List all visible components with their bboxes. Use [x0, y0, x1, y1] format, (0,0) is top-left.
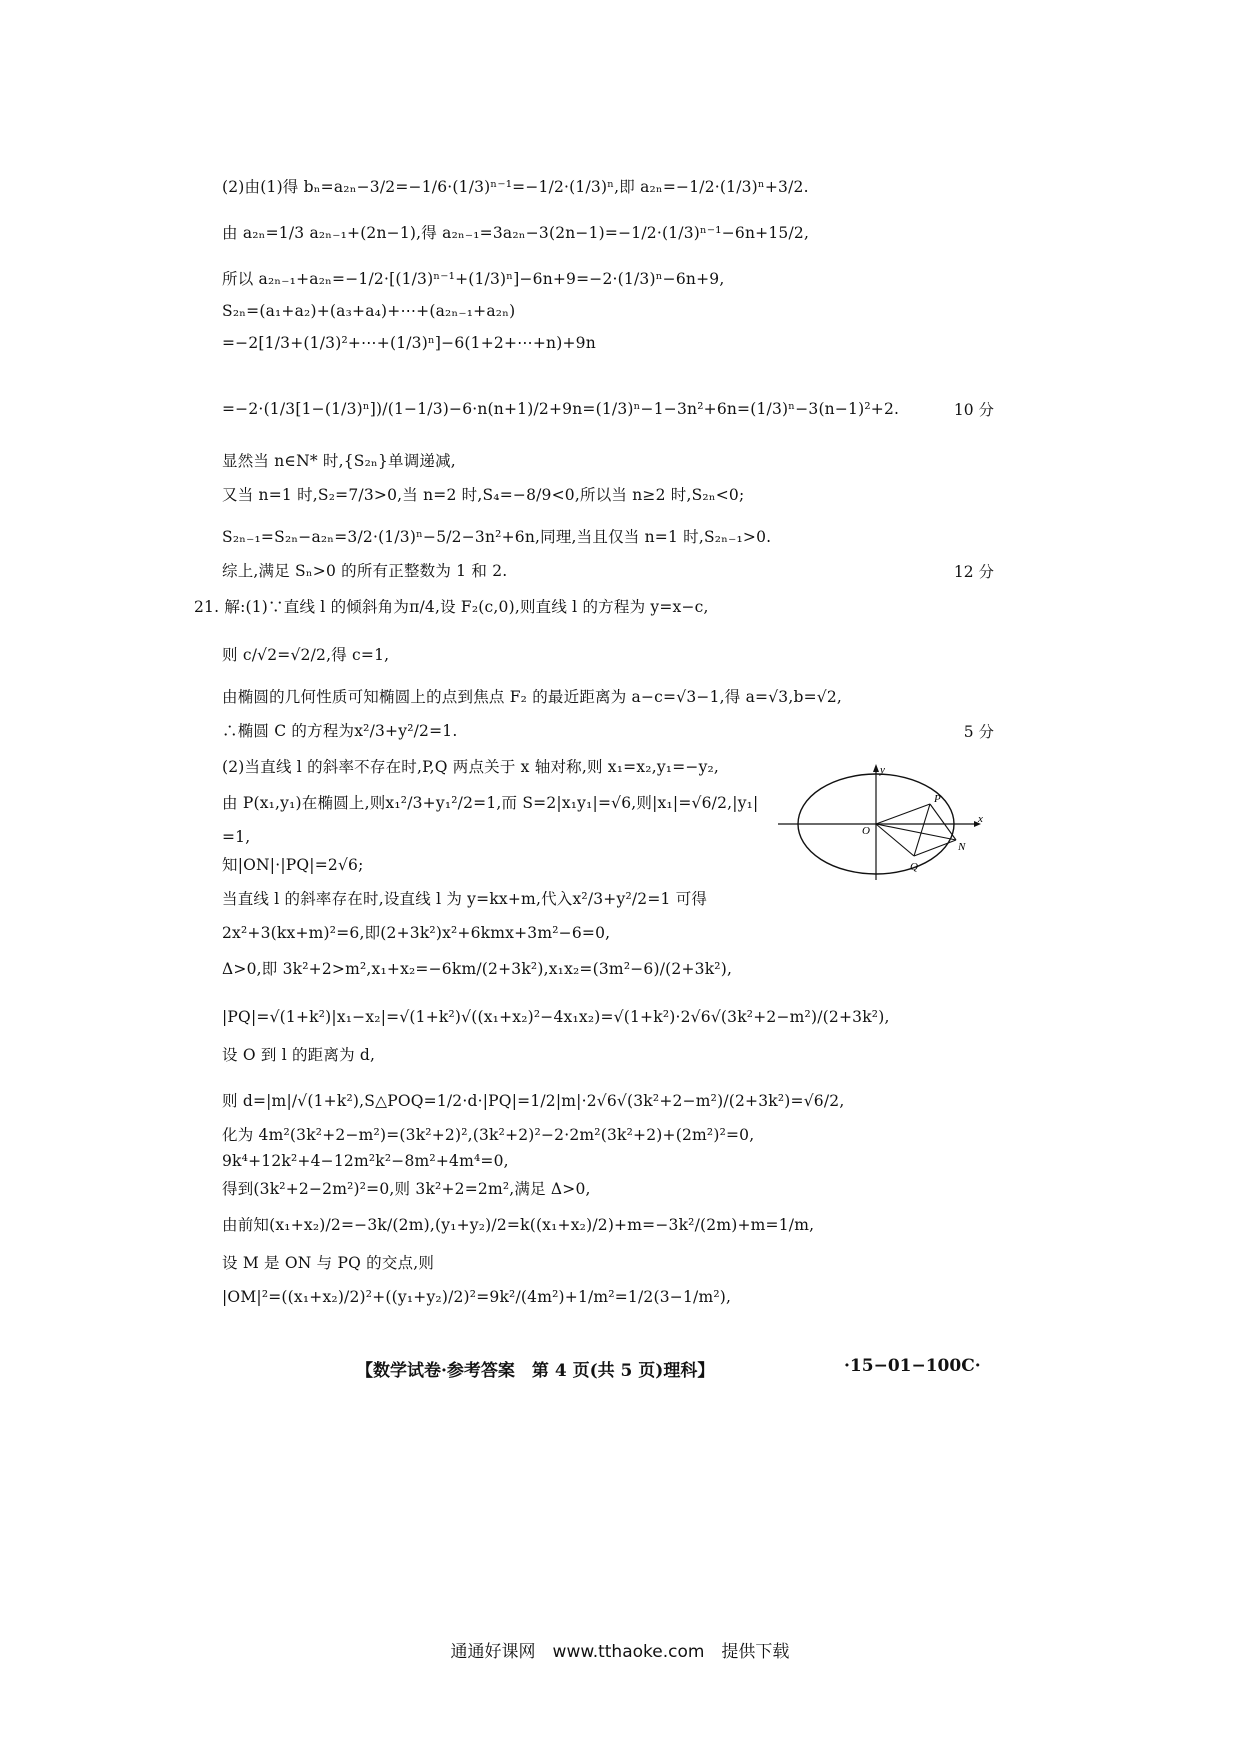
segment-pq	[914, 804, 930, 856]
score-marker: 10 分	[953, 401, 994, 419]
solution-line: 由 P(x₁,y₁)在椭圆上,则x₁²/3+y₁²/2=1,而 S=2|x₁y₁|=√6,则|x₁|=√6/2,|y₁|	[222, 794, 759, 812]
solution-line: 2x²+3(kx+m)²=6,即(2+3k²)x²+6kmx+3m²−6=0,	[222, 924, 611, 942]
segment-op	[876, 804, 930, 824]
ellipse-diagram	[778, 762, 988, 882]
solution-line: 由 a₂ₙ=1/3 a₂ₙ₋₁+(2n−1),得 a₂ₙ₋₁=3a₂ₙ−3(2n−1)=−1/2·(1/3)ⁿ⁻¹−6n+15/2,	[222, 224, 810, 242]
footer-code: ·15−01−100C·	[844, 1356, 981, 1376]
x-axis-label: x	[978, 813, 983, 825]
solution-line: 由前知(x₁+x₂)/2=−3k/(2m),(y₁+y₂)/2=k((x₁+x₂)/2)+m=−3k²/(2m)+m=1/m,	[222, 1216, 815, 1234]
solution-line: 9k⁴+12k²+4−12m²k²−8m²+4m⁴=0,	[222, 1152, 509, 1170]
footer-title: 【数学试卷·参考答案 第 4 页(共 5 页)理科】	[356, 1361, 715, 1381]
solution-line: 得到(3k²+2−2m²)²=0,则 3k²+2=2m²,满足 Δ>0,	[222, 1180, 591, 1198]
point-n-label: N	[958, 841, 966, 853]
solution-line: Δ>0,即 3k²+2>m²,x₁+x₂=−6km/(2+3k²),x₁x₂=(3m²−6)/(2+3k²),	[222, 960, 733, 978]
solution-line: 所以 a₂ₙ₋₁+a₂ₙ=−1/2·[(1/3)ⁿ⁻¹+(1/3)ⁿ]−6n+9=−2·(1/3)ⁿ−6n+9,	[222, 270, 725, 288]
solution-line: 设 M 是 ON 与 PQ 的交点,则	[222, 1254, 435, 1272]
solution-line: 综上,满足 Sₙ>0 的所有正整数为 1 和 2.	[222, 562, 508, 580]
solution-line: 21. 解:(1)∵直线 l 的倾斜角为π/4,设 F₂(c,0),则直线 l 的方程为 y=x−c,	[194, 598, 709, 616]
solution-line: =1,	[222, 828, 251, 846]
score-marker: 12 分	[953, 563, 994, 581]
solution-line: 知|ON|·|PQ|=2√6;	[222, 856, 364, 874]
solution-line: 则 d=|m|/√(1+k²),S△POQ=1/2·d·|PQ|=1/2|m|·2√6√(3k²+2−m²)/(2+3k²)=√6/2,	[222, 1092, 845, 1110]
solution-line: 设 O 到 l 的距离为 d,	[222, 1046, 376, 1064]
solution-line: S₂ₙ₋₁=S₂ₙ−a₂ₙ=3/2·(1/3)ⁿ−5/2−3n²+6n,同理,当且仅当 n=1 时,S₂ₙ₋₁>0.	[222, 528, 772, 546]
origin-label: O	[862, 825, 870, 837]
point-p-label: P	[934, 793, 941, 805]
download-credit: 通通好课网 www.tthaoke.com 提供下载	[450, 1642, 790, 1662]
solution-line: 当直线 l 的斜率存在时,设直线 l 为 y=kx+m,代入x²/3+y²/2=1 可得	[222, 890, 708, 908]
y-axis-label: y	[880, 764, 885, 776]
solution-line: 由椭圆的几何性质可知椭圆上的点到焦点 F₂ 的最近距离为 a−c=√3−1,得 a=√3,b=√2,	[222, 688, 843, 706]
segment-oq	[876, 824, 914, 856]
score-marker: 5 分	[963, 723, 994, 741]
segment-pn	[930, 804, 956, 840]
solution-line: (2)当直线 l 的斜率不存在时,P,Q 两点关于 x 轴对称,则 x₁=x₂,y₁=−y₂,	[222, 758, 720, 776]
solution-line: |PQ|=√(1+k²)|x₁−x₂|=√(1+k²)√((x₁+x₂)²−4x₁x₂)=√(1+k²)·2√6√(3k²+2−m²)/(2+3k²),	[222, 1008, 890, 1026]
solution-line: 又当 n=1 时,S₂=7/3>0,当 n=2 时,S₄=−8/9<0,所以当 n≥2 时,S₂ₙ<0;	[222, 486, 745, 504]
segment-on	[876, 824, 956, 840]
solution-line: =−2[1/3+(1/3)²+⋯+(1/3)ⁿ]−6(1+2+⋯+n)+9n	[222, 334, 596, 352]
solution-line: ∴椭圆 C 的方程为x²/3+y²/2=1.	[222, 722, 458, 740]
segment-qn	[914, 840, 956, 856]
solution-line: |OM|²=((x₁+x₂)/2)²+((y₁+y₂)/2)²=9k²/(4m²)+1/m²=1/2(3−1/m²),	[222, 1288, 732, 1306]
solution-line: 化为 4m²(3k²+2−m²)=(3k²+2)²,(3k²+2)²−2·2m²(3k²+2)+(2m²)²=0,	[222, 1126, 755, 1144]
solution-line: =−2·(1/3[1−(1/3)ⁿ])/(1−1/3)−6·n(n+1)/2+9n=(1/3)ⁿ−1−3n²+6n=(1/3)ⁿ−3(n−1)²+2.	[222, 400, 900, 418]
solution-line: 则 c/√2=√2/2,得 c=1,	[222, 646, 390, 664]
solution-line: 显然当 n∈N* 时,{S₂ₙ}单调递减,	[222, 452, 456, 470]
solution-line: (2)由(1)得 bₙ=a₂ₙ−3/2=−1/6·(1/3)ⁿ⁻¹=−1/2·(1/3)ⁿ,即 a₂ₙ=−1/2·(1/3)ⁿ+3/2.	[222, 178, 809, 196]
point-q-label: Q	[910, 861, 918, 873]
y-axis-arrow	[873, 764, 879, 772]
solution-line: S₂ₙ=(a₁+a₂)+(a₃+a₄)+⋯+(a₂ₙ₋₁+a₂ₙ)	[222, 302, 516, 320]
